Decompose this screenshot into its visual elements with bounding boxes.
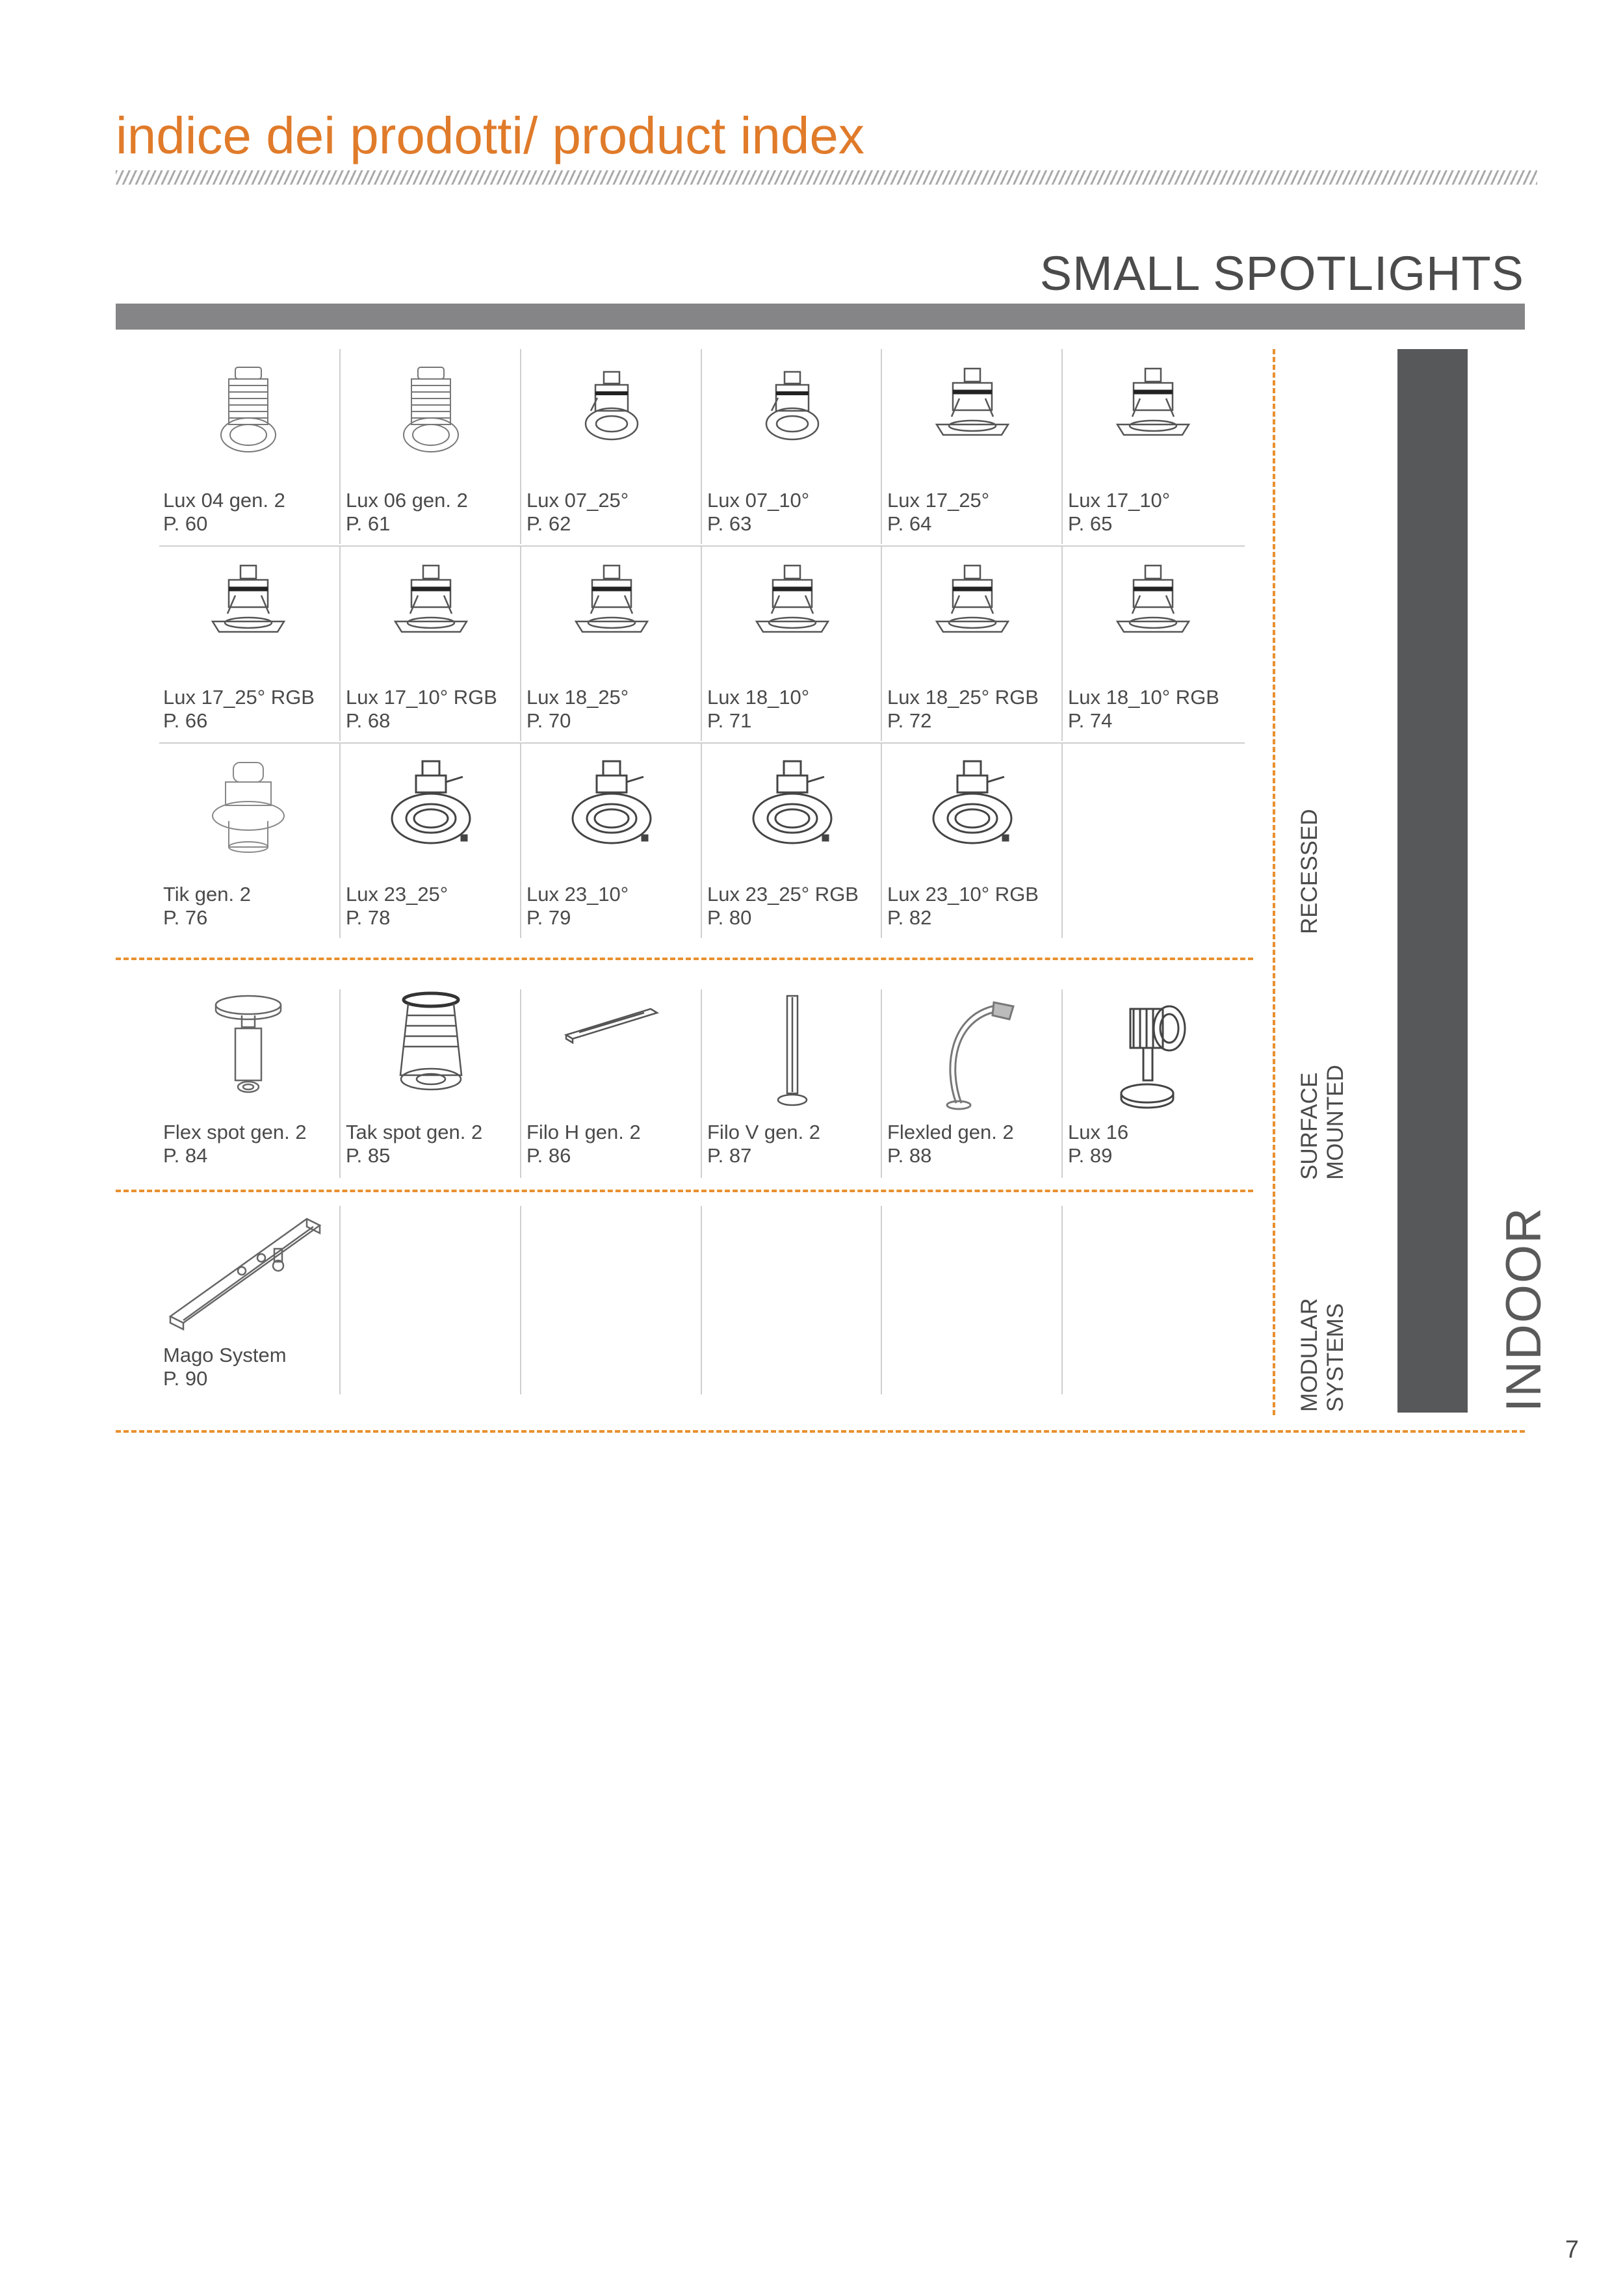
product-page: P. 76 <box>163 906 208 929</box>
surface-mounted-label <box>1297 1065 1349 1180</box>
empty-cell <box>701 1206 883 1394</box>
product-cell[interactable] <box>339 349 521 544</box>
product-cell[interactable] <box>881 546 1063 741</box>
filo-h-icon <box>521 989 702 1119</box>
product-page: P. 66 <box>163 709 208 732</box>
product-label <box>887 489 989 536</box>
product-cell[interactable] <box>520 349 702 544</box>
empty-cell <box>1061 743 1243 938</box>
product-cell[interactable] <box>158 1206 339 1394</box>
flex-spot-icon <box>158 989 339 1119</box>
section-divider <box>116 1430 1525 1433</box>
product-name: Lux 18_10° <box>707 686 810 709</box>
product-name: Flexled gen. 2 <box>887 1121 1014 1143</box>
section-divider <box>116 958 1253 960</box>
product-label <box>163 1121 307 1168</box>
product-name: Lux 23_10° RGB <box>887 883 1039 906</box>
product-cell[interactable] <box>158 349 339 544</box>
title-hatch-divider <box>116 170 1537 185</box>
lux16-projector-icon <box>1063 989 1243 1119</box>
product-label <box>346 686 497 733</box>
product-page: P. 85 <box>346 1144 391 1167</box>
product-name: Filo V gen. 2 <box>707 1121 821 1143</box>
product-name: Lux 17_25° RGB <box>163 686 315 709</box>
mago-track-icon <box>158 1206 339 1336</box>
empty-cell <box>881 1206 1063 1394</box>
product-label <box>1068 489 1170 536</box>
adjustable-recessed-spot-icon <box>341 756 521 860</box>
product-cell[interactable] <box>701 743 883 938</box>
adjustable-recessed-spot-icon <box>882 756 1063 860</box>
tik-spot-icon <box>158 756 339 860</box>
product-name: Lux 16 <box>1068 1121 1129 1143</box>
product-label <box>526 1121 641 1168</box>
product-page: P. 90 <box>163 1367 208 1390</box>
product-cell[interactable] <box>881 743 1063 938</box>
product-name: Lux 23_25° RGB <box>707 883 859 906</box>
product-page: P. 60 <box>163 512 208 535</box>
product-label <box>707 883 859 930</box>
product-page: P. 82 <box>887 906 932 929</box>
empty-cell <box>339 1206 521 1394</box>
section-divider <box>116 1190 1253 1192</box>
modular-label-line2: SYSTEMS <box>1323 1303 1348 1412</box>
small-recessed-spot-icon <box>702 362 883 466</box>
product-name: Lux 07_25° <box>526 489 629 512</box>
flanged-recessed-spot-icon <box>158 559 339 663</box>
product-page: P. 86 <box>526 1144 571 1167</box>
product-name: Lux 06 gen. 2 <box>346 489 468 512</box>
product-name: Tak spot gen. 2 <box>346 1121 483 1143</box>
product-label <box>346 883 448 930</box>
product-label <box>163 489 285 536</box>
product-name: Lux 23_25° <box>346 883 448 906</box>
flanged-recessed-spot-icon <box>882 362 1063 466</box>
product-name: Lux 07_10° <box>707 489 810 512</box>
product-cell[interactable] <box>1061 989 1243 1178</box>
product-page: P. 80 <box>707 906 752 929</box>
product-cell[interactable] <box>158 989 339 1178</box>
product-cell[interactable] <box>158 743 339 938</box>
surface-label-line1: SURFACE <box>1297 1072 1322 1180</box>
modular-systems-label <box>1297 1298 1349 1412</box>
product-label <box>1068 1121 1128 1168</box>
product-name: Lux 18_25° <box>526 686 629 709</box>
flanged-recessed-spot-icon <box>882 559 1063 663</box>
product-page: P. 65 <box>1068 512 1113 535</box>
product-label <box>1068 686 1219 733</box>
product-page: P. 64 <box>887 512 932 535</box>
tall-recessed-spot-icon <box>158 362 339 466</box>
product-name: Lux 23_10° <box>526 883 629 906</box>
product-page: P. 61 <box>346 512 391 535</box>
flanged-recessed-spot-icon <box>1063 362 1243 466</box>
product-cell[interactable] <box>339 546 521 741</box>
product-cell[interactable] <box>701 989 883 1178</box>
product-cell[interactable] <box>701 546 883 741</box>
recessed-label: RECESSED <box>1297 809 1322 934</box>
product-page: P. 79 <box>526 906 571 929</box>
surface-label-line2: MOUNTED <box>1323 1065 1348 1180</box>
product-name: Lux 18_25° RGB <box>887 686 1039 709</box>
product-label <box>887 1121 1014 1168</box>
product-page: P. 72 <box>887 709 932 732</box>
product-page: P. 63 <box>707 512 752 535</box>
product-page: P. 68 <box>346 709 391 732</box>
category-bar <box>1397 349 1468 1413</box>
empty-cell <box>1061 1206 1243 1394</box>
category-divider-vertical <box>1273 349 1275 1415</box>
product-label <box>707 1121 820 1168</box>
product-label <box>526 686 629 733</box>
product-page: P. 62 <box>526 512 571 535</box>
product-page: P. 74 <box>1068 709 1113 732</box>
product-label <box>163 686 315 733</box>
product-name: Filo H gen. 2 <box>526 1121 641 1143</box>
product-page: P. 78 <box>346 906 391 929</box>
product-cell[interactable] <box>520 743 702 938</box>
product-name: Lux 18_10° RGB <box>1068 686 1219 709</box>
product-label <box>707 686 809 733</box>
product-label <box>163 883 251 930</box>
adjustable-recessed-spot-icon <box>521 756 702 860</box>
product-label <box>163 1344 287 1390</box>
flanged-recessed-spot-icon <box>702 559 883 663</box>
adjustable-recessed-spot-icon <box>702 756 883 860</box>
product-name: Lux 04 gen. 2 <box>163 489 285 512</box>
flanged-recessed-spot-icon <box>1063 559 1243 663</box>
tak-spot-icon <box>341 989 521 1119</box>
product-name: Lux 17_10° <box>1068 489 1171 512</box>
product-page: P. 70 <box>526 709 571 732</box>
empty-cell <box>520 1206 702 1394</box>
product-label <box>346 489 468 536</box>
page-number: 7 <box>1565 2236 1579 2263</box>
product-cell[interactable] <box>1061 349 1243 544</box>
product-page: P. 88 <box>887 1144 932 1167</box>
product-cell[interactable] <box>1061 546 1243 741</box>
product-name: Flex spot gen. 2 <box>163 1121 307 1143</box>
flexled-icon <box>882 989 1063 1119</box>
product-cell[interactable] <box>520 989 702 1178</box>
product-cell[interactable] <box>339 743 521 938</box>
product-page: P. 84 <box>163 1144 208 1167</box>
product-page: P. 89 <box>1068 1144 1113 1167</box>
page-title: indice dei prodotti/ product index <box>116 107 864 164</box>
product-name: Tik gen. 2 <box>163 883 251 906</box>
product-label <box>346 1121 482 1168</box>
product-label <box>526 883 629 930</box>
product-cell[interactable] <box>701 349 883 544</box>
product-name: Lux 17_25° <box>887 489 990 512</box>
product-cell[interactable] <box>881 989 1063 1178</box>
filo-v-icon <box>702 989 883 1119</box>
small-recessed-spot-icon <box>521 362 702 466</box>
product-page: P. 87 <box>707 1144 752 1167</box>
product-label <box>526 489 629 536</box>
product-label <box>887 883 1039 930</box>
modular-label-line1: MODULAR <box>1297 1298 1322 1412</box>
section-title: SMALL SPOTLIGHTS <box>1039 246 1524 300</box>
product-cell[interactable] <box>881 349 1063 544</box>
product-name: Mago System <box>163 1344 287 1366</box>
flanged-recessed-spot-icon <box>521 559 702 663</box>
product-label <box>707 489 809 536</box>
tall-recessed-spot-icon <box>341 362 521 466</box>
indoor-label: INDOOR <box>1496 1207 1552 1412</box>
product-page: P. 71 <box>707 709 752 732</box>
section-bar <box>116 304 1525 330</box>
product-cell[interactable] <box>339 989 521 1178</box>
product-name: Lux 17_10° RGB <box>346 686 497 709</box>
product-label <box>887 686 1039 733</box>
product-cell[interactable] <box>520 546 702 741</box>
product-cell[interactable] <box>158 546 339 741</box>
flanged-recessed-spot-icon <box>341 559 521 663</box>
